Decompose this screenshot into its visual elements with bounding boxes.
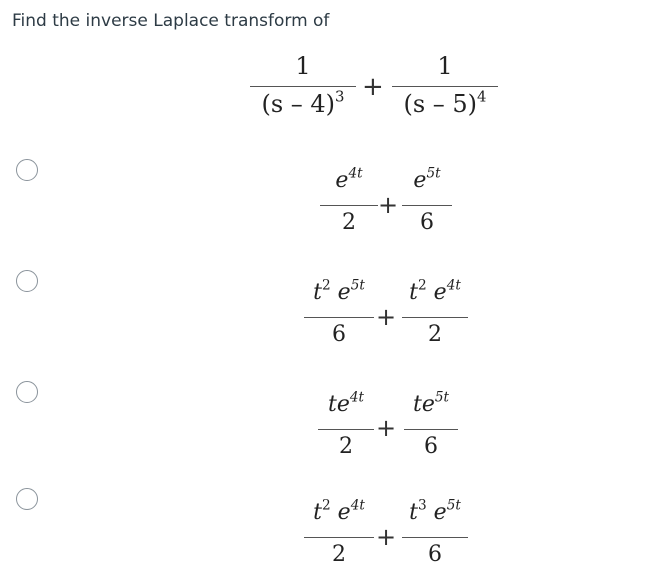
numerator: $e^{4t}$	[335, 165, 363, 193]
expression-term-2	[392, 52, 498, 122]
denominator: (s – 5)$^4$	[403, 87, 487, 118]
fraction-bar	[402, 537, 468, 538]
plus-operator: +	[376, 523, 397, 551]
option-radio-3[interactable]	[16, 381, 38, 403]
option-radio-1[interactable]	[16, 159, 38, 181]
option-radio-4[interactable]	[16, 488, 38, 510]
numerator: $t^2$ $e^{4t}$	[409, 277, 461, 305]
numerator: $e^{5t}$	[413, 165, 441, 193]
denominator: 2	[428, 322, 442, 347]
option-term-1	[304, 497, 374, 572]
denominator: (s – 4)$^3$	[261, 87, 345, 118]
numerator: $t^2$ $e^{4t}$	[313, 497, 365, 525]
fraction-bar	[402, 317, 468, 318]
option-term-2	[404, 389, 458, 464]
numerator: $t^2$ $e^{5t}$	[313, 277, 365, 305]
plus-operator: +	[378, 191, 399, 219]
numerator: $t^3$ $e^{5t}$	[409, 497, 461, 525]
question-prompt: Find the inverse Laplace transform of	[12, 11, 330, 31]
option-term-1	[320, 165, 378, 240]
expression-term-1	[250, 52, 356, 122]
fraction-bar	[402, 205, 452, 206]
denominator: 6	[332, 322, 346, 347]
option-term-2	[402, 277, 468, 352]
option-term-1	[318, 389, 374, 464]
fraction-bar	[320, 205, 378, 206]
fraction-bar	[404, 429, 458, 430]
denominator: 2	[339, 434, 353, 459]
denominator: 2	[332, 542, 346, 567]
denominator: 6	[424, 434, 438, 459]
plus-operator: +	[376, 303, 397, 331]
fraction-bar	[318, 429, 374, 430]
denominator: 6	[420, 210, 434, 235]
denominator: 2	[342, 210, 356, 235]
option-radio-2[interactable]	[16, 270, 38, 292]
denominator: 6	[428, 542, 442, 567]
numerator: $te^{4t}$	[327, 389, 365, 417]
numerator: 1	[437, 52, 453, 80]
option-term-2	[402, 165, 452, 240]
plus-operator: +	[376, 414, 397, 442]
option-term-1	[304, 277, 374, 352]
option-term-2	[402, 497, 468, 572]
fraction-bar	[304, 317, 374, 318]
plus-operator: +	[362, 72, 384, 102]
fraction-bar	[304, 537, 374, 538]
numerator: 1	[295, 52, 311, 80]
numerator: $te^{5t}$	[412, 389, 450, 417]
